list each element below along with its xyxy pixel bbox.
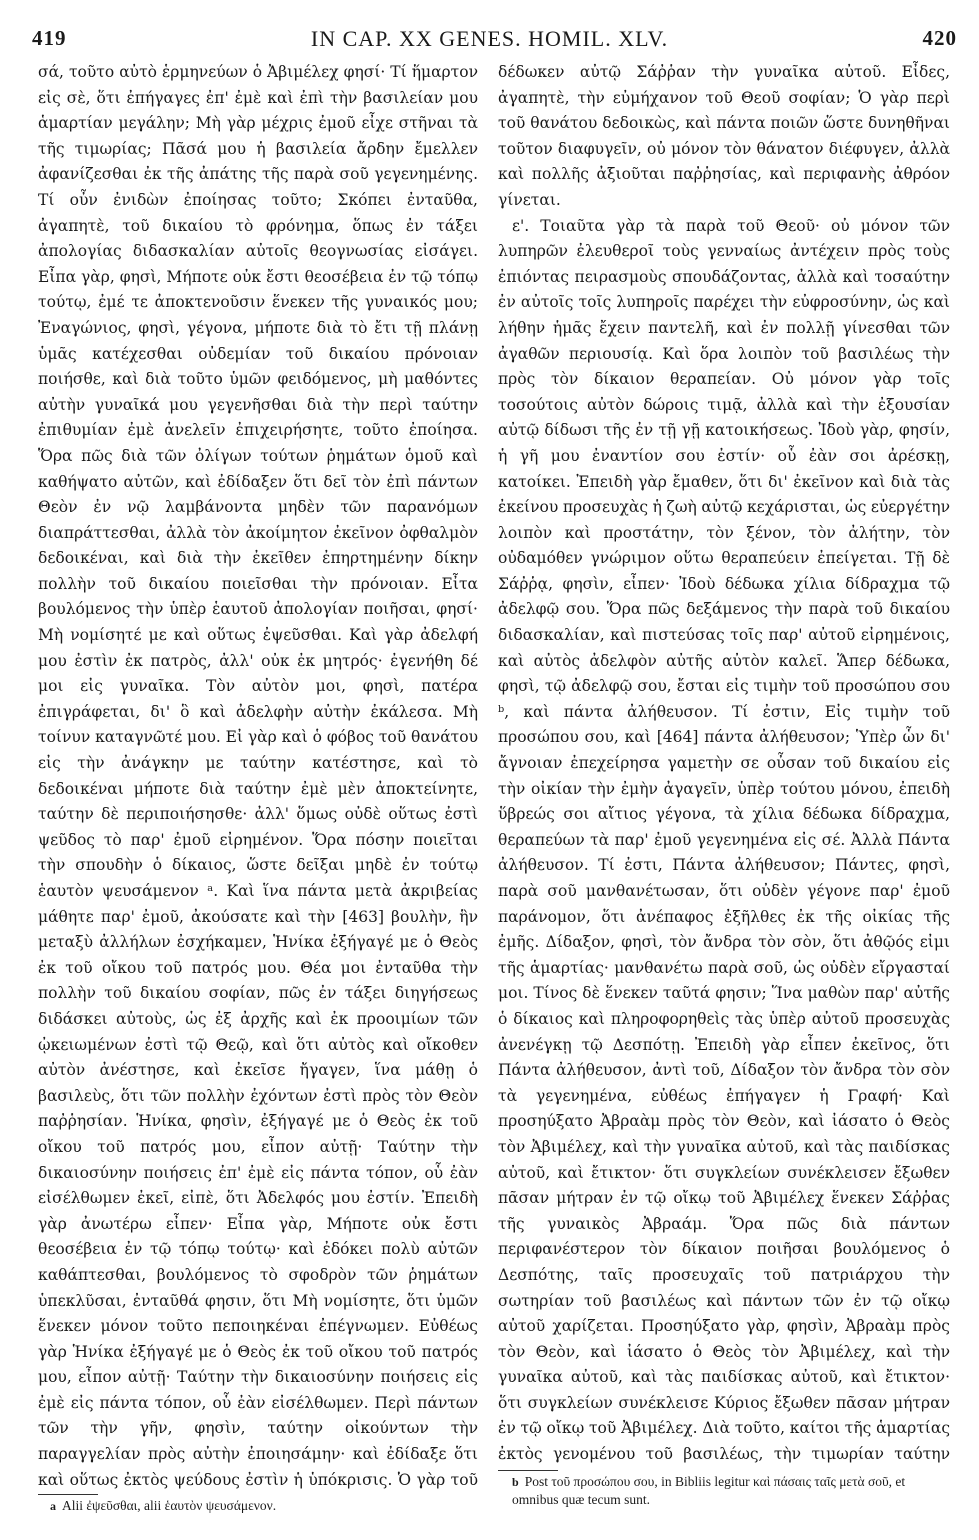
page-header bbox=[0, 0, 979, 58]
right-paragraph: ε'. Τοιαῦτα γὰρ τὰ παρὰ τοῦ Θεοῦ· οὐ μόνον τῶν λυπηρῶν ἐλευθεροῖ τοὺς γενναίως ἀντέχειν πρὸς τοὺς ἐπιόντας πειρασμοὺς σπουδάζοντας, ἀλλὰ καὶ τοσαύτην ἐν αὐτοῖς τοῖς λυπηροῖς παρέχει τὴν εὐφροσύνην, ὡς καὶ λήθην ἡμᾶς ἔχειν παντελῆ, καὶ ἐν πολλῇ γίνεσθαι τῶν ἀγαθῶν περιουσίᾳ. Καὶ ὅρα λοιπὸν τοῦ βασιλέως τὴν πρὸς τὸν δίκαιον θεραπείαν. Οὐ μόνον γὰρ τοῖς τοσούτοις αὐτὸν δώροις τιμᾷ, ἀλλὰ καὶ τὴν ἐξουσίαν αὐτῷ δίδωσι τῆς ἐν τῇ γῇ κατοικήσεως. Ἰδοὺ γὰρ, φησίν, ἡ γῆ μου ἐναντίον σου ἐστίν· οὗ ἐὰν σοι ἀρέσκῃ, κατοίκει. Ἐπειδὴ γὰρ ἔμαθεν, ὅτι δι' ἐκεῖνον καὶ διὰ τὰς ἐκείνου προσευχὰς ἡ ζωὴ αὐτῷ κεχάρισται, ὡς εὐεργέτην λοιπὸν καὶ προστάτην, τὸν ξένον, τὸν ἀλήτην, τὸν οὐδαμόθεν γνώριμον οὕτω θεραπεύειν ἐπείγεται. Τῇ δὲ Σάῤῥᾳ, φησὶν, εἶπεν· Ἰδοὺ δέδωκα χίλια δίδραχμα τῷ ἀδελφῷ σου. Ὅρα πῶς δεξάμενος τὴν παρὰ τοῦ δικαίου διδασκαλίαν, καὶ πιστεύσας τοῖς παρ' αὐτοῦ εἰρημένοις, καὶ αὐτὸς ἀδελφὸν αὐτῆς αὐτὸν καλεῖ. Ἅπερ δέδωκα, φησὶ, τῷ ἀδελφῷ σου, ἔσται εἰς τιμὴν τοῦ προσώπου σου ᵇ, καὶ πάντα ἀλήθευσον. Τί ἐστιν, Εἰς τιμὴν τοῦ προσώπου σου, καὶ [464] πάντα ἀλήθευσον; Ὑπὲρ ὧν δι' ἄγνοιαν ἐπεχείρησα γαμετὴν σε οὖσαν τοῦ δικαίου εἰς τὴν οἰκίαν τὴν ἐμὴν ἀγαγεῖν, ὑπὲρ τούτου μόνου, ἐπειδὴ ὕβρεώς σοι αἴτιος γέγονα, τὰ χίλια δέδωκα δίδραχμα, θεραπεύων τὰ παρ' ἐμοῦ γεγενημένα εἰς σέ. Ἀλλὰ Πάντα ἀλήθευσον. Τί ἐστι, Πάντα ἀλήθευσον; Πάντες, φησὶ, παρὰ σοῦ μανθανέτωσαν, ὅτι οὐδὲν γέγονε παρ' ἐμοῦ παράνομον, ὅτι ἀνέπαφος ἐξῆλθες ἐκ τῆς οἰκίας τῆς ἐμῆς. Δίδαξον, φησὶ, τὸν ἄνδρα τὸν σὸν, ὅτι ἀθῷός εἰμι τῆς ἁμαρτίας· μανθανέτω παρὰ σοῦ, ὡς οὐδὲν εἴργασταί μοι. Τίνος δὲ ἕνεκεν ταῦτά φησιν; Ἵνα μαθὼν παρ' αὐτῆς ὁ δίκαιος καὶ πληροφορηθεὶς τὰς ὑπὲρ αὐτοῦ προσευχὰς ἀνενέγκῃ τῷ Δεσπότῃ. Ἐπειδὴ γὰρ εἶπεν ἐκεῖνος, ὅτι Πάντα ἀλήθευσον, ἀντὶ τοῦ, Δίδαξον τὸν ἄνδρα τὸν σὸν τὰ γεγενημένα, εὐθέως ἐπήγαγεν ἡ Γραφή· Καὶ προσηύξατο Ἀβραὰμ πρὸς τὸν Θεὸν, καὶ ἰάσατο ὁ Θεὸς τὸν Ἀβιμέλεχ, καὶ τὴν γυναῖκα αὐτοῦ, καὶ τὰς παιδίσκας αὐτοῦ, καὶ ἔτικτον· ὅτι συγκλείων συνέκλεισεν ἔξωθεν πᾶσαν μήτραν ἐν τῷ οἴκῳ τοῦ Ἀβιμέλεχ ἕνεκεν Σάῤῥας τῆς γυναικὸς Ἀβραάμ. Ὅρα πῶς διὰ πάντων περιφανέστερον τὸν δίκαιον ποιῆσαι βουλόμενος ὁ Δεσπότης, ταῖς προσευχαῖς τοῦ πατριάρχου τὴν σωτηρίαν τοῦ βασιλέως καὶ πάντων τῶν ἐν τῷ οἴκῳ αὐτοῦ χαρίζεται. Προσηύξατο γὰρ, φησὶν, Ἀβραὰμ πρὸς τὸν Θεὸν, καὶ ἰάσατο ὁ Θεὸς τὸν Ἀβιμέλεχ, καὶ τὴν γυναῖκα αὐτοῦ, καὶ τὰς παιδίσκας αὐτοῦ, καὶ ἔτικτον· ὅτι συγκλείων συνέκλεισε Κύριος ἔξωθεν πᾶσαν μήτραν ἐν τῷ οἴκῳ τοῦ Ἀβιμέλεχ. Διὰ τοῦτο, καίτοι τῆς ἁμαρτίας ἐκτὸς γενομένου τοῦ βασιλέως, τὴν τιμωρίαν ταύτην bbox=[498, 216, 950, 1464]
right-footnote-rule bbox=[498, 1470, 558, 1471]
running-head: IN CAP. XX GENES. HOMIL. XLV. bbox=[310, 26, 669, 51]
left-footnote bbox=[50, 1497, 480, 1515]
right-page-number: 420 bbox=[922, 26, 957, 50]
footnote-text: Alii ἐψεῦσθαι, alii ἑαυτὸν ψευσάμενον. bbox=[62, 1498, 277, 1513]
left-text-column bbox=[38, 60, 478, 1492]
right-paragraph: δέδωκεν αὐτῷ Σάῤῥαν τὴν γυναῖκα αὐτοῦ. Εἶδες, ἀγαπητὲ, τὴν εὐμήχανον τοῦ Θεοῦ σοφίαν; Ὁ γὰρ περὶ τοῦ θανάτου δεδοικὼς, καὶ πάντα ποιῶν ὥστε δυνηθῆναι τοῦτον διαφυγεῖν, οὐ μόνον τὸν θάνατον διέφυγεν, ἀλλὰ καὶ πολλῆς ἀξιοῦται παῤῥησίας, καὶ περιφανὴς ἀθρόον γίνεται. bbox=[498, 63, 950, 209]
footnote-mark: a bbox=[50, 1499, 56, 1513]
right-text-column bbox=[498, 60, 950, 1468]
right-footnote bbox=[512, 1473, 952, 1508]
left-footnote-rule bbox=[38, 1494, 98, 1495]
footnote-mark: b bbox=[512, 1475, 519, 1489]
left-paragraph: σά, τοῦτο αὐτὸ ἑρμηνεύων ὁ Ἀβιμέλεχ φησί· Τί ἥμαρτον εἰς σὲ, ὅτι ἐπήγαγες ἐπ' ἐμὲ καὶ ἐπὶ τὴν βασιλείαν μου ἁμαρτίαν μεγάλην; Μὴ γὰρ μέχρις ἐμοῦ εἶχε στῆναι τὰ τῆς τιμωρίας; Πᾶσά μου ἡ βασιλεία ἄρδην ἔμελλεν ἀφανίζεσθαι ἐκ τῆς ἀπάτης τῆς παρὰ σοῦ γεγενημένης. Τί οὖν ἐνιδὼν ἐποίησας τοῦτο; Σκόπει ἐνταῦθα, ἀγαπητὲ, τοῦ δικαίου τὸ φρόνημα, ὅπως ἐν τάξει ἀπολογίας διδασκαλίαν αὐτοῖς θεογνωσίας εἰσάγει. Εἶπα γὰρ, φησὶ, Μήποτε οὐκ ἔστι θεοσέβεια ἐν τῷ τόπῳ τούτῳ, ἐμέ τε ἀποκτενοῦσιν ἕνεκεν τῆς γυναικός μου; Ἐναγώνιος, φησὶ, γέγονα, μήποτε διὰ τὸ ἔτι τῇ πλάνῃ ὑμᾶς κατέχεσθαι οὐδεμίαν τοῦ δικαίου πρόνοιαν ποιήσθε, καὶ διὰ τοῦτο ὑμῶν φειδόμενος, μὴ μαθόντες αὐτὴν γυναῖκά μου γεγενῆσθαι διὰ τὴν περὶ ταύτην ἐπιθυμίαν ἐμὲ ἀνελεῖν ἐπιχειρήσητε, τοῦτο ἐποίησα. Ὅρα πῶς διὰ τῶν ὀλίγων τούτων ῥημάτων ὁμοῦ καὶ καθήψατο αὐτῶν, καὶ ἐδίδαξεν ὅτι δεῖ τὸν ἐπὶ πάντων Θεὸν ἐν νῷ λαμβάνοντα μηδὲν τῶν παρανόμων διαπράττεσθαι, ἀλλὰ τὸν ἀκοίμητον ἐκεῖνον ὀφθαλμὸν δεδοικέναι, καὶ διὰ τὴν ἐκεῖθεν ἐπηρτημένην δίκην πολλὴν τοῦ δικαίου ποιεῖσθαι τὴν πρόνοιαν. Εἶτα βουλόμενος τὴν ὑπὲρ ἑαυτοῦ ἀπολογίαν ποιῆσαι, φησί· Μὴ νομίσητέ με καὶ οὕτως ἐψεῦσθαι. Καὶ γὰρ ἀδελφή μου ἐστὶν ἐκ πατρὸς, ἀλλ' οὐκ ἐκ μητρός· ἐγενήθη δέ μοι εἰς γυναῖκα. Τὸν αὐτὸν μοι, φησὶ, πατέρα ἐπιγράφεται, δι' ὃ καὶ ἀδελφὴν αὐτὴν ἐκάλεσα. Μὴ τοίνυν καταγνῶτέ μου. Εἰ γὰρ καὶ ὁ φόβος τοῦ θανάτου εἰς τὴν ἀνάγκην με ταύτην κατέστησε, καὶ τὸ δεδοικέναι μήποτε διὰ ταύτην ἐμὲ μὲν ἀποκτείνητε, ταύτην δὲ περιποιήσησθε· ἀλλ' ὅμως οὐδὲ οὕτως ἐστὶ ψεῦδος τὸ παρ' ἐμοῦ εἰρημένον. Ὅρα πόσην ποιεῖται τὴν σπουδὴν ὁ δίκαιος, ὥστε δεῖξαι μηδὲ ἐν τούτῳ ἑαυτὸν ψευσάμενον ᵃ. Καὶ ἵνα πάντα μετὰ ἀκριβείας μάθητε παρ' ἐμοῦ, ἀκούσατε καὶ τὴν [463] βουλὴν, ἣν μεταξὺ ἀλλήλων ἐσχήκαμεν, Ἡνίκα ἐξήγαγέ με ὁ Θεὸς ἐκ τοῦ οἴκου τοῦ πατρός μου. Θέα μοι ἐνταῦθα τὴν πολλὴν τοῦ δικαίου σοφίαν, πῶς ἐν τάξει διηγήσεως διδάσκει αὐτοὺς, ὡς ἐξ ἀρχῆς καὶ ἐκ προοιμίων τῶν ᾠκειωμένων ἐστὶ τῷ Θεῷ, καὶ ὅτι αὐτὸς καὶ οἴκοθεν αὐτὸν ἀνέστησε, καὶ ἐκεῖσε ἤγαγεν, ἵνα μάθῃ ὁ βασιλεὺς, ὅτι τῶν πολλὴν ἐχόντων ἐστὶ πρὸς τὸν Θεὸν παῤῥησίαν. Ἡνίκα, φησὶν, ἐξήγαγέ με ὁ Θεὸς ἐκ τοῦ οἴκου τοῦ πατρός μου, εἶπον αὐτῇ· Ταύτην τὴν δικαιοσύνην ποιήσεις ἐπ' ἐμὲ εἰς πάντα τόπον, οὗ ἐὰν εἰσέλθωμεν ἐκεῖ, εἰπὲ, ὅτι Ἀδελφός μου ἐστίν. Ἐπειδὴ γὰρ ἀνωτέρω εἶπεν· Εἶπα γὰρ, Μήποτε οὐκ ἔστι θεοσέβεια ἐν τῷ τόπῳ τούτῳ· καὶ ἐδόκει πολὺ αὐτῶν καθάπτεσθαι, βουλόμενος τὸ σφοδρὸν τῶν ῥημάτων ὑπεκλῦσαι, ἐνταῦθά φησιν, ὅτι Μὴ νομίσητε, ὅτι ὑμῶν ἕνεκεν μόνον τοῦτο πεποιηκέναι ἐπέγνωμεν. Εὐθέως γὰρ Ἡνίκα ἐξήγαγέ με ὁ Θεὸς ἐκ τοῦ οἴκου τοῦ πατρός μου, εἶπον αὐτῇ· Ταύτην τὴν δικαιοσύνην ποιήσεις εἰς ἐμὲ εἰς πάντα τόπον, οὗ ἐὰν εἰσέλθωμεν. Περὶ πάντων τῶν τὴν γῆν, φησὶν, ταύτην οἰκούντων τὴν παραγγελίαν πρὸς αὐτὴν ἐποιησάμην· καὶ ἐδίδαξε ὅτι καὶ οὕτως ἐκτὸς ψεύδους ἐστὶν ἡ ὑπόκρισις. Ὁ γὰρ τοῦ bbox=[38, 63, 478, 1489]
left-page-number: 419 bbox=[32, 26, 67, 50]
footnote-text: Post τοῦ προσώπου σου, in Bibliis legitur καὶ πάσαις ταῖς μετὰ σοῦ, et omnibus quæ tecum sunt. bbox=[512, 1474, 906, 1507]
